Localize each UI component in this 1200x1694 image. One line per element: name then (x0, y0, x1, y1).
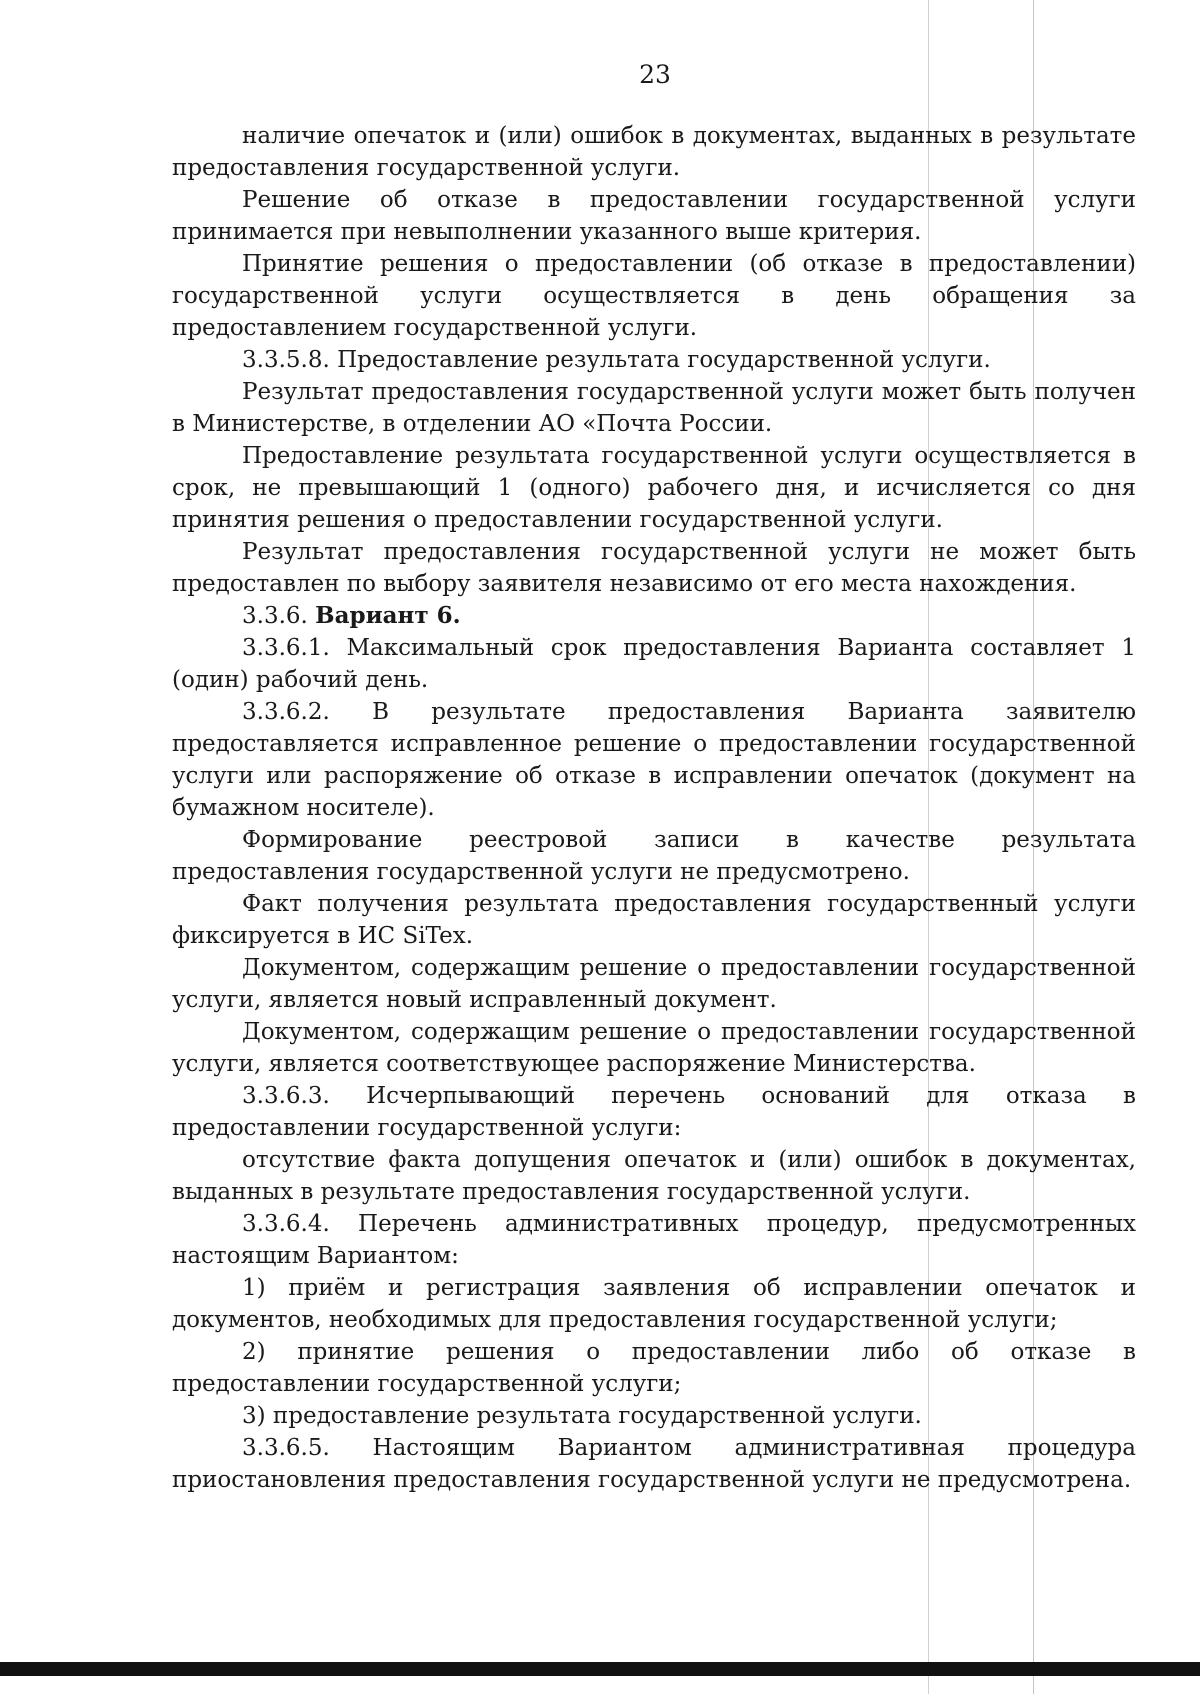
paragraph: Решение об отказе в предоставлении государственной услуги принимается при невыполнении указанного выше критерия. (172, 187, 1136, 245)
list-item: 2) принятие решения о предоставлении либо об отказе в предоставлении государственной услуги; (172, 1339, 1136, 1397)
paragraph: Документом, содержащим решение о предоставлении государственной услуги, является новый исправленный документ. (172, 955, 1136, 1013)
scan-bottom-edge (0, 1662, 1200, 1676)
paragraph: Результат предоставления государственной услуги может быть получен в Министерстве, в отделении АО «Почта России. (172, 379, 1136, 437)
paragraph: 3.3.6.5. Настоящим Вариантом административная процедура приостановления предоставления государственной услуги не предусмотрена. (172, 1435, 1136, 1493)
paragraph: 3.3.6.3. Исчерпывающий перечень оснований для отказа в предоставлении государственной услуги: (172, 1083, 1136, 1141)
paragraph: отсутствие факта допущения опечаток и (или) ошибок в документах, выданных в результате предоставления государственной услуги. (172, 1147, 1136, 1205)
list-item: 3) предоставление результата государственной услуги. (242, 1403, 922, 1429)
paragraph: Формирование реестровой записи в качестве результата предоставления государственной услуги не предусмотрено. (172, 827, 1136, 885)
paragraph: Документом, содержащим решение о предоставлении государственной услуги, является соответствующее распоряжение Министерства. (172, 1019, 1136, 1077)
page-number: 23 (639, 60, 671, 89)
paragraph: 3.3.6.4. Перечень административных процедур, предусмотренных настоящим Вариантом: (172, 1211, 1136, 1269)
list-item: 1) приём и регистрация заявления об исправлении опечаток и документов, необходимых для предоставления государственной услуги; (172, 1275, 1136, 1333)
section-heading (172, 600, 1136, 632)
paragraph: Предоставление результата государственной услуги осуществляется в срок, не превышающий 1 (одного) рабочего дня, и исчисляется со дня принятия решения о предоставлении государственной услуги. (172, 443, 1136, 533)
section-heading-title: Вариант 6. (315, 602, 461, 629)
paragraph: Принятие решения о предоставлении (об отказе в предоставлении) государственной услуги осуществляется в день обращения за предоставлением государственной услуги. (172, 251, 1136, 341)
paragraph: 3.3.5.8. Предоставление результата государственной услуги. (242, 347, 991, 373)
paragraph: 3.3.6.2. В результате предоставления Варианта заявителю предоставляется исправленное решение о предоставлении государственной услуги или распоряжение об отказе в исправлении опечаток (документ на бумажном носителе). (172, 699, 1136, 821)
paragraph: наличие опечаток и (или) ошибок в документах, выданных в результате предоставления государственной услуги. (172, 123, 1136, 181)
paragraph: Результат предоставления государственной услуги не может быть предоставлен по выбору заявителя независимо от его места нахождения. (172, 539, 1136, 597)
paragraph: Факт получения результата предоставления государственный услуги фиксируется в ИС SiTex. (172, 891, 1136, 949)
section-heading-number: 3.3.6. (242, 603, 308, 629)
paragraph: 3.3.6.1. Максимальный срок предоставления Варианта составляет 1 (один) рабочий день. (172, 635, 1136, 693)
document-body (172, 120, 1136, 1496)
